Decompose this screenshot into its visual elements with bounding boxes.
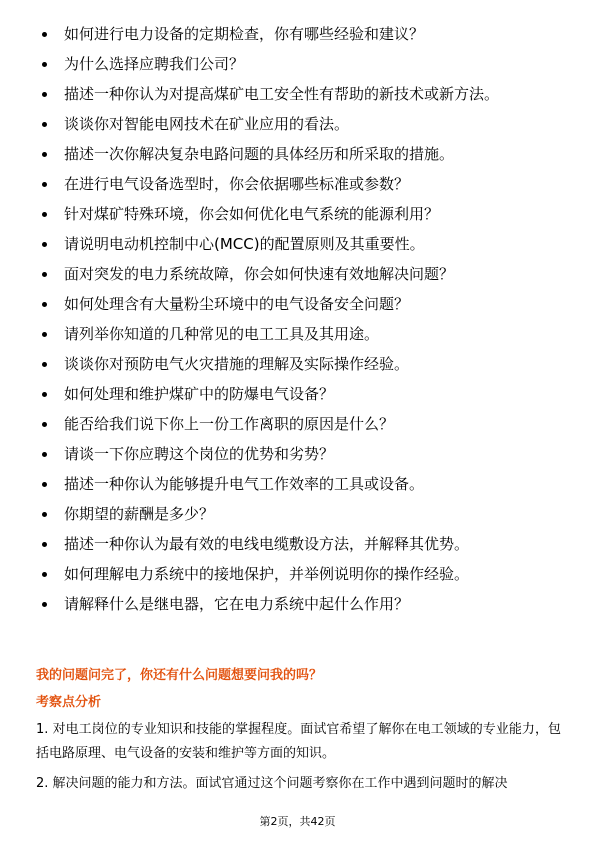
list-item <box>0 82 595 106</box>
list-item <box>0 532 595 556</box>
question-text: 描述一次你解决复杂电路问题的具体经历和所采取的措施。 <box>64 145 455 163</box>
list-item <box>0 292 595 316</box>
bullet-icon <box>42 482 47 487</box>
list-item <box>0 262 595 286</box>
bullet-icon <box>42 422 47 427</box>
question-text: 为什么选择应聘我们公司？ <box>64 55 245 73</box>
bullet-icon <box>42 542 47 547</box>
list-item <box>0 142 595 166</box>
question-text: 你期望的薪酬是多少？ <box>64 505 215 523</box>
bullet-icon <box>42 62 47 67</box>
question-text: 如何进行电力设备的定期检查，你有哪些经验和建议？ <box>64 25 425 43</box>
analysis-item: 2. 解决问题的能力和方法。面试官通过这个问题考察你在工作中遇到问题时的解决 <box>36 776 508 791</box>
question-text: 能否给我们说下你上一份工作离职的原因是什么？ <box>64 415 395 433</box>
question-text: 如何处理和维护煤矿中的防爆电气设备？ <box>64 385 335 403</box>
bullet-icon <box>42 602 47 607</box>
list-item <box>0 112 595 136</box>
question-text: 请列举你知道的几种常见的电工工具及其用途。 <box>64 325 380 343</box>
bullet-icon <box>42 452 47 457</box>
question-text: 请谈一下你应聘这个岗位的优势和劣势？ <box>64 445 335 463</box>
question-text: 谈谈你对预防电气火灾措施的理解及实际操作经验。 <box>64 355 410 373</box>
list-item <box>0 382 595 406</box>
page-number: 第2页，共42页 <box>259 815 336 828</box>
bullet-icon <box>42 182 47 187</box>
bullet-icon <box>42 362 47 367</box>
question-text: 如何理解电力系统中的接地保护，并举例说明你的操作经验。 <box>64 565 470 583</box>
bullet-icon <box>42 572 47 577</box>
bullet-icon <box>42 32 47 37</box>
list-item <box>0 442 595 466</box>
question-text: 谈谈你对智能电网技术在矿业应用的看法。 <box>64 115 350 133</box>
question-list <box>0 22 595 622</box>
list-item <box>0 232 595 256</box>
list-item <box>0 322 595 346</box>
question-text: 针对煤矿特殊环境，你会如何优化电气系统的能源利用？ <box>64 205 440 223</box>
list-item <box>0 562 595 586</box>
closing-question: 我的问题问完了，你还有什么问题想要问我的吗？ <box>36 668 323 683</box>
bullet-icon <box>42 212 47 217</box>
list-item <box>0 472 595 496</box>
bullet-icon <box>42 392 47 397</box>
question-text: 面对突发的电力系统故障，你会如何快速有效地解决问题？ <box>64 265 455 283</box>
list-item <box>0 412 595 436</box>
list-item <box>0 592 595 616</box>
question-text: 请解释什么是继电器，它在电力系统中起什么作用？ <box>64 595 410 613</box>
list-item <box>0 202 595 226</box>
analysis-list <box>36 718 561 802</box>
list-item <box>0 172 595 196</box>
bullet-icon <box>42 122 47 127</box>
list-item <box>0 22 595 46</box>
question-text: 如何处理含有大量粉尘环境中的电气设备安全问题？ <box>64 295 410 313</box>
question-text: 描述一种你认为最有效的电线电缆敷设方法，并解释其优势。 <box>64 535 470 553</box>
question-text: 描述一种你认为对提高煤矿电工安全性有帮助的新技术或新方法。 <box>64 85 500 103</box>
bullet-icon <box>42 512 47 517</box>
question-text: 描述一种你认为能够提升电气工作效率的工具或设备。 <box>64 475 425 493</box>
analysis-heading: 考察点分析 <box>36 695 102 710</box>
bullet-icon <box>42 272 47 277</box>
bullet-icon <box>42 302 47 307</box>
bullet-icon <box>42 92 47 97</box>
analysis-item: 1. 对电工岗位的专业知识和技能的掌握程度。面试官希望了解你在电工领域的专业能力，包括电路原理、电气设备的安装和维护等方面的知识。 <box>36 722 561 761</box>
bullet-icon <box>42 152 47 157</box>
list-item <box>0 352 595 376</box>
list-item <box>0 52 595 76</box>
bullet-icon <box>42 332 47 337</box>
question-text: 请说明电动机控制中心(MCC)的配置原则及其重要性。 <box>64 235 425 253</box>
bullet-icon <box>42 242 47 247</box>
question-text: 在进行电气设备选型时，你会依据哪些标准或参数？ <box>64 175 410 193</box>
list-item <box>0 502 595 526</box>
